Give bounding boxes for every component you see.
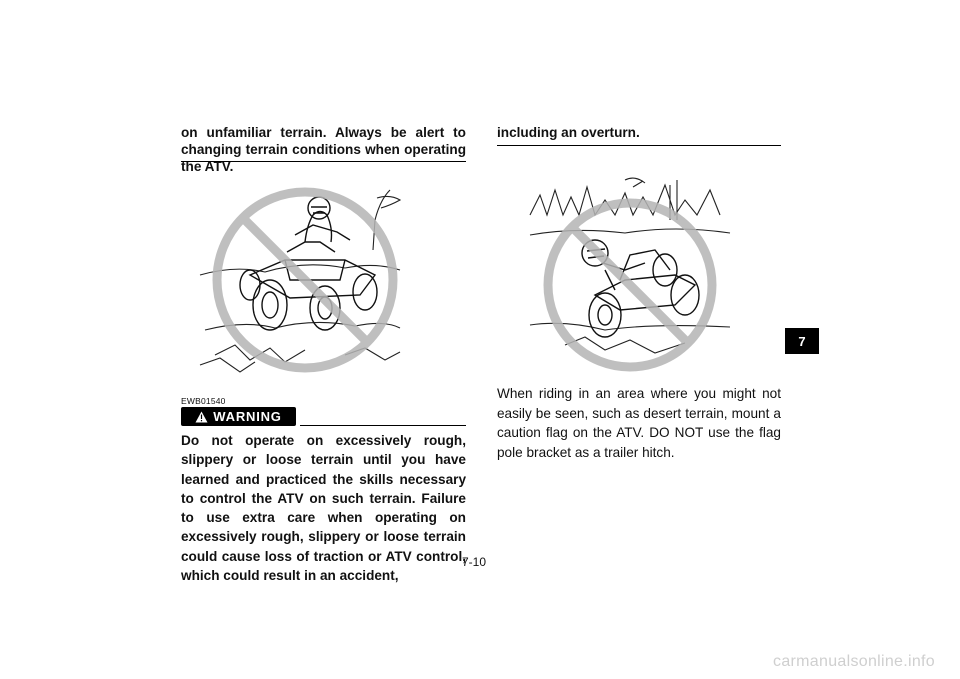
warning-badge — [181, 407, 296, 426]
watermark: carmanualsonline.info — [773, 653, 935, 670]
warning-triangle-icon — [195, 411, 208, 423]
warning-label: WARNING — [213, 409, 282, 424]
right-body-text: When riding in an area where you might not easily be seen, such as desert terrain, mount a caution flag on the ATV. DO NOT use the flag pole bracket as a trailer hitch. — [497, 386, 781, 460]
rough-terrain-illustration — [195, 180, 405, 385]
warning-text: Do not operate on excessively rough, slippery or loose terrain until you have learned and practiced the skills necessary to control the ATV on such terrain. Failure to use extra care when operating on excessively rough, slippery or loose terrain could cause loss of traction or ATV control, which could result in an accident, — [181, 433, 466, 584]
prohibition-sign-icon — [217, 192, 393, 368]
atv-drawing — [240, 197, 377, 330]
low-visibility-illustration — [525, 175, 735, 375]
left-divider — [181, 161, 466, 162]
warning-code: EWB01540 — [181, 396, 226, 406]
left-intro-text: on unfamiliar terrain. Always be alert to changing terrain conditions when operating the ATV. — [181, 125, 466, 174]
prohibition-sign-icon — [548, 203, 712, 367]
right-continued-text: including an overturn. — [497, 125, 640, 140]
chapter-tab: 7 — [785, 328, 819, 354]
page-number: 7-10 — [462, 555, 487, 569]
warning-divider — [300, 425, 466, 426]
right-divider — [497, 145, 781, 146]
